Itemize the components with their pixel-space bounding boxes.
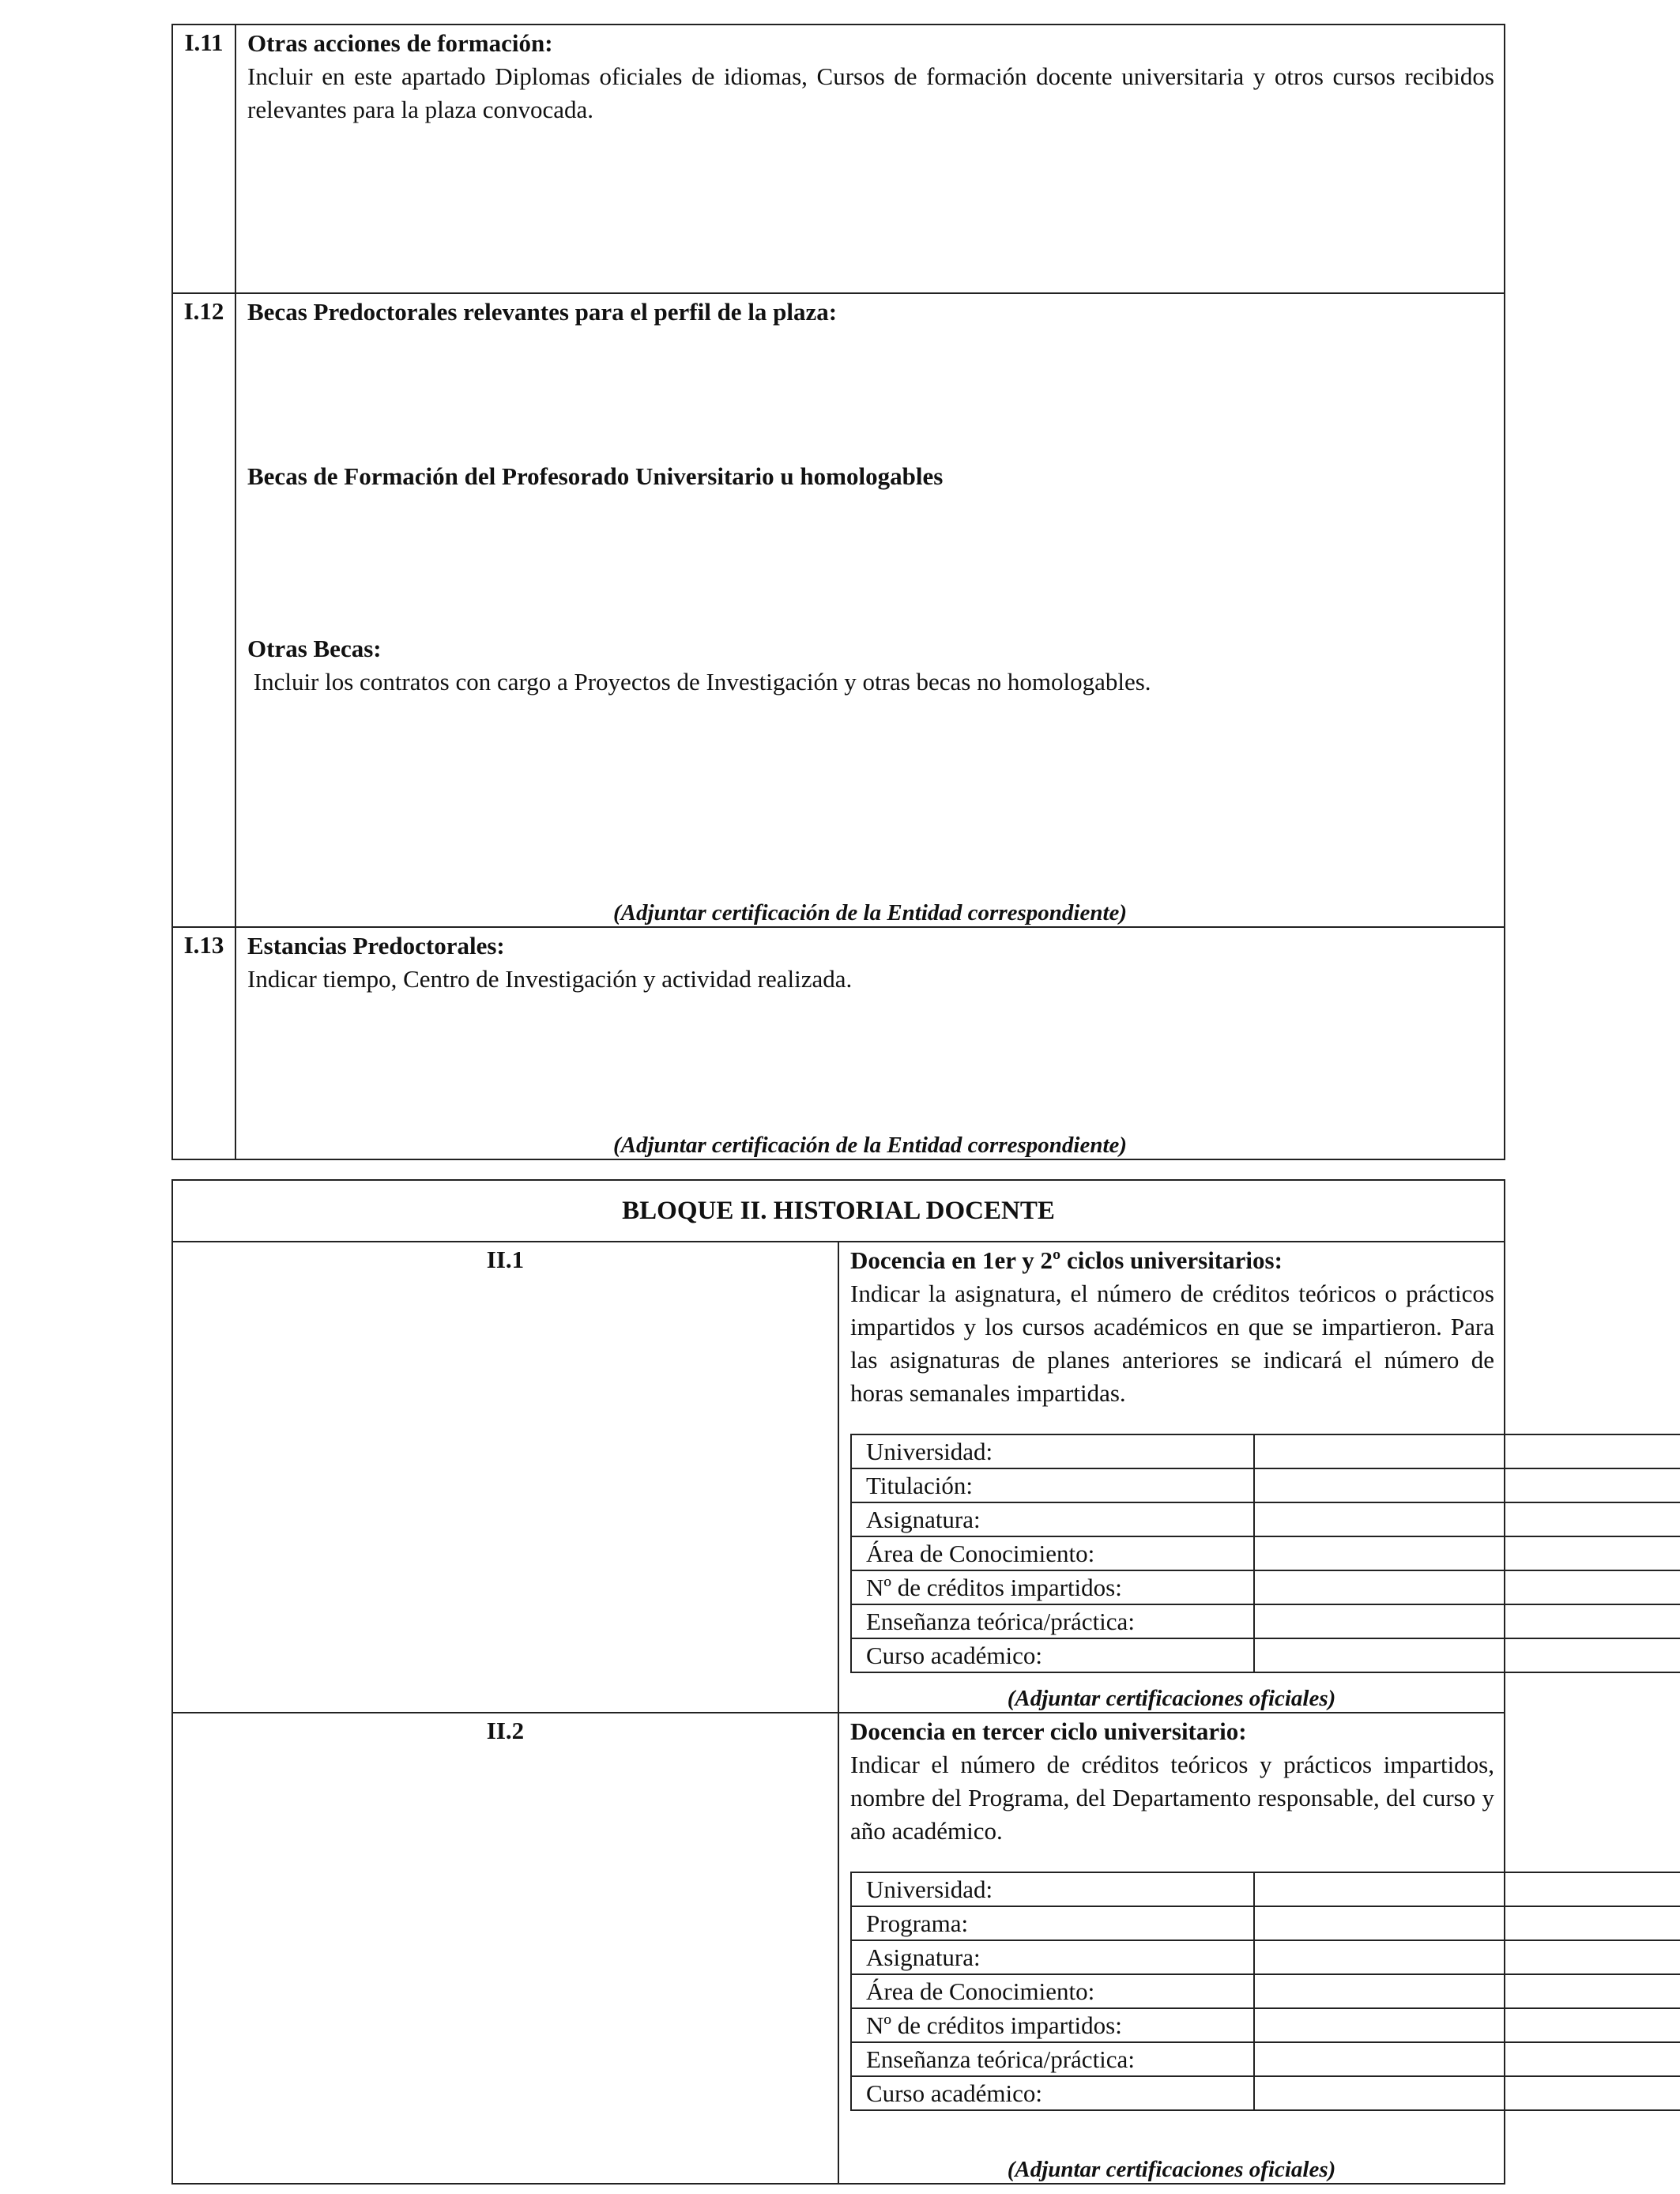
field-value-cell[interactable] [1254, 1974, 1680, 2008]
field-label: Universidad: [851, 1434, 1254, 1468]
field-value-cell[interactable] [1254, 1906, 1680, 1940]
row-title: Otras acciones de formación: [247, 29, 553, 57]
field-value-cell[interactable] [1254, 1638, 1680, 1672]
row-number: II.1 [172, 1242, 838, 1713]
form-row [851, 1468, 1680, 1502]
attachment-note: (Adjuntar certificaciones oficiales) [1007, 1686, 1336, 1711]
row-title: Docencia en tercer ciclo universitario: [850, 1717, 1247, 1745]
row-description: Incluir en este apartado Diplomas oficiales de idiomas, Cursos de formación docente universitaria y otros cursos recibidos relevantes para la plaza convocada. [247, 62, 1494, 123]
field-label: Enseñanza teórica/práctica: [851, 2042, 1254, 2076]
row-ii2 [172, 1713, 1505, 2184]
field-label: Curso académico: [851, 1638, 1254, 1672]
form-row [851, 2042, 1680, 2076]
form-row [851, 2076, 1680, 2110]
row-title: Estancias Predoctorales: [247, 932, 505, 959]
row-title: Docencia en 1er y 2º ciclos universitarios: [850, 1246, 1283, 1274]
form-row [851, 1502, 1680, 1536]
teaching-form-table [850, 1872, 1680, 2111]
field-value-cell[interactable] [1254, 1536, 1680, 1570]
field-label: Área de Conocimiento: [851, 1974, 1254, 2008]
block-title: BLOQUE II. HISTORIAL DOCENTE [172, 1180, 1505, 1242]
row-number: I.12 [172, 293, 235, 927]
form-row [851, 1604, 1680, 1638]
field-value-cell[interactable] [1254, 1434, 1680, 1468]
row-number: I.13 [172, 927, 235, 1159]
attachment-note: (Adjuntar certificaciones oficiales) [1007, 2157, 1336, 2182]
block2-table [171, 1179, 1505, 2185]
field-label: Programa: [851, 1906, 1254, 1940]
subheading-fpu: Becas de Formación del Profesorado Universitario u homologables [247, 462, 944, 490]
row-content [235, 293, 1505, 927]
field-label: Titulación: [851, 1468, 1254, 1502]
field-label: Nº de créditos impartidos: [851, 1570, 1254, 1604]
field-label: Asignatura: [851, 1940, 1254, 1974]
form-row [851, 2008, 1680, 2042]
row-description: Incluir los contratos con cargo a Proyectos de Investigación y otras becas no homologables. [247, 668, 1151, 696]
row-ii1 [172, 1242, 1505, 1713]
form-row [851, 1434, 1680, 1468]
row-content [838, 1242, 1505, 1713]
form-row [851, 1940, 1680, 1974]
form-row [851, 1974, 1680, 2008]
row-content [235, 927, 1505, 1159]
field-value-cell[interactable] [1254, 1468, 1680, 1502]
form-row [851, 1570, 1680, 1604]
field-value-cell[interactable] [1254, 2042, 1680, 2076]
form-row [851, 1906, 1680, 1940]
field-label: Asignatura: [851, 1502, 1254, 1536]
row-description: Indicar el número de créditos teóricos y prácticos impartidos, nombre del Programa, del Departamento responsable, del curso y año académico. [850, 1751, 1494, 1845]
field-label: Nº de créditos impartidos: [851, 2008, 1254, 2042]
form-row [851, 1638, 1680, 1672]
row-description: Indicar la asignatura, el número de créditos teóricos o prácticos impartidos y los cursos académicos en que se impartieron. Para las asignaturas de planes anteriores se indicará el número de horas semanales impartidas. [850, 1280, 1494, 1407]
subheading-otras-becas: Otras Becas: [247, 635, 382, 662]
field-value-cell[interactable] [1254, 1940, 1680, 1974]
block1-table [171, 24, 1505, 1160]
attachment-note: (Adjuntar certificación de la Entidad correspondiente) [612, 900, 1128, 925]
row-description: Indicar tiempo, Centro de Investigación y actividad realizada. [247, 965, 853, 993]
row-title: Becas Predoctorales relevantes para el perfil de la plaza: [247, 298, 838, 326]
field-value-cell[interactable] [1254, 2076, 1680, 2110]
row-content [838, 1713, 1505, 2184]
row-i13 [172, 927, 1505, 1159]
field-label: Área de Conocimiento: [851, 1536, 1254, 1570]
field-value-cell[interactable] [1254, 1604, 1680, 1638]
teaching-form-table [850, 1434, 1680, 1673]
row-i12 [172, 293, 1505, 927]
row-content [235, 25, 1505, 293]
field-label: Curso académico: [851, 2076, 1254, 2110]
field-label: Universidad: [851, 1872, 1254, 1906]
row-number: II.2 [172, 1713, 838, 2184]
field-label: Enseñanza teórica/práctica: [851, 1604, 1254, 1638]
field-value-cell[interactable] [1254, 1570, 1680, 1604]
field-value-cell[interactable] [1254, 2008, 1680, 2042]
form-row [851, 1872, 1680, 1906]
field-value-cell[interactable] [1254, 1872, 1680, 1906]
block2-header-row [172, 1180, 1505, 1242]
attachment-note: (Adjuntar certificación de la Entidad correspondiente) [612, 1133, 1128, 1158]
form-row [851, 1536, 1680, 1570]
row-i11 [172, 25, 1505, 293]
field-value-cell[interactable] [1254, 1502, 1680, 1536]
row-number: I.11 [172, 25, 235, 293]
